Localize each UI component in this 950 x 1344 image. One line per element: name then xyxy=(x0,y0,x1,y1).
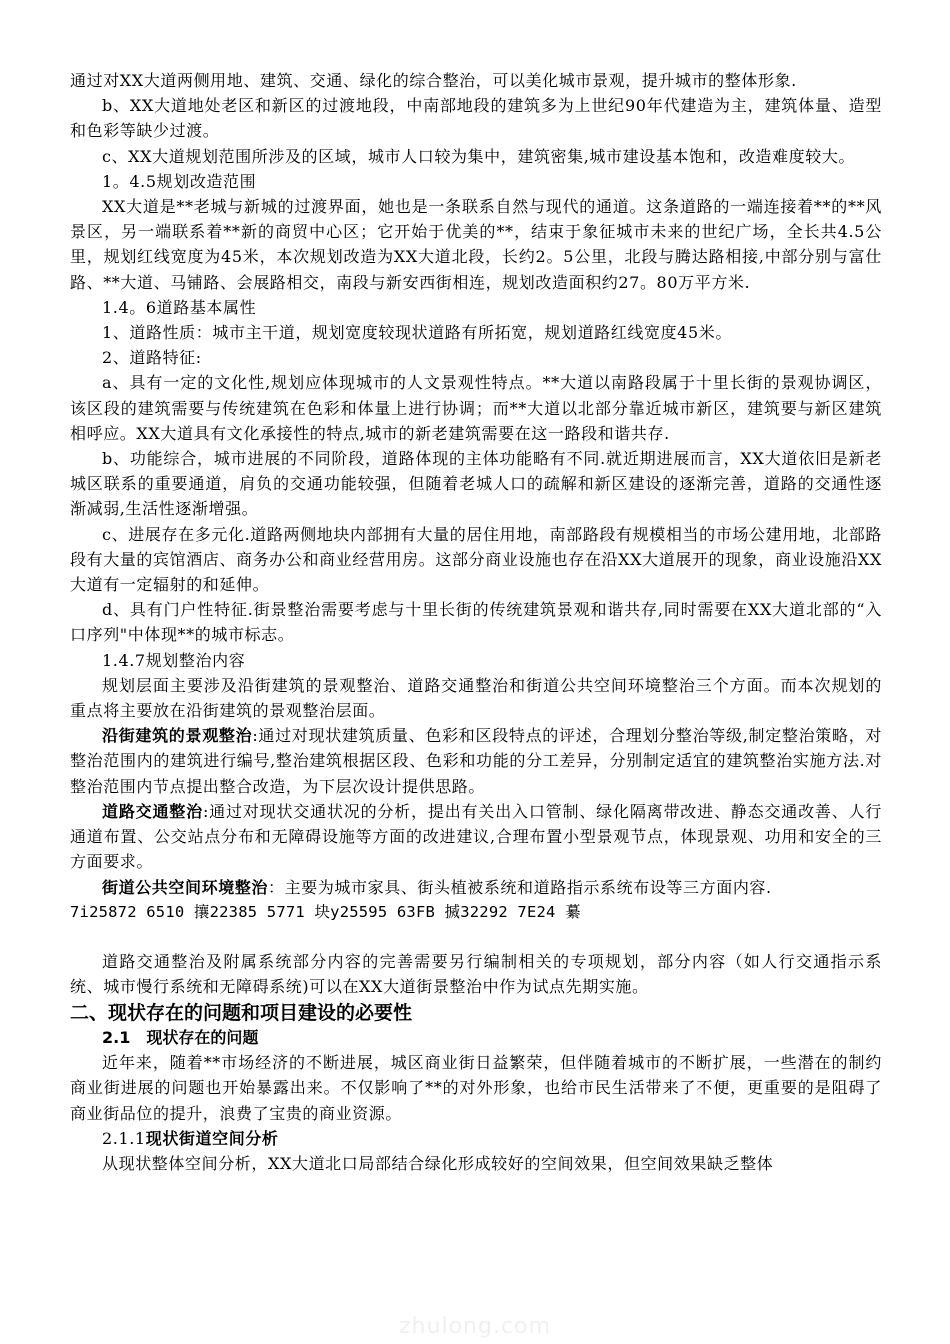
paragraph: 通过对XX大道两侧用地、建筑、交通、绿化的综合整治，可以美化城市景观，提升城市的整体形象. xyxy=(70,71,797,90)
heading-number: 2.1.1 xyxy=(102,1128,146,1148)
paragraph: a、具有一定的文化性,规划应体现城市的人文景观性特点。**大道以南路段属于十里长街的景观协调区，该区段的建筑需要与传统建筑在色彩和体量上进行协调；而**大道以北部分靠近城市新区，建筑要与新区建筑相呼应。XX大道具有文化承接性的特点,城市的新老建筑需要在这一路段和谐共存. xyxy=(70,373,882,443)
paragraph: 从现状整体空间分析，XX大道北口局部结合绿化形成较好的空间效果，但空间效果缺乏整体 xyxy=(102,1153,774,1173)
paragraph-text: :通过对现状建筑质量、色彩和区段特点的评述，合理划分整治等级,制定整治策略，对整治范围内的建筑进行编号,整治建筑根据区段、色彩和功能的分工差异，分别制定适宜的建筑整治实施方法.对整治范围内节点提出整合改造，为下层次设计提供思路。 xyxy=(70,726,882,796)
subheading-2-1 xyxy=(70,1026,882,1050)
bold-term: 道路交通整治 xyxy=(102,801,203,821)
document-body xyxy=(70,68,882,1176)
subheading-1-4-7: 1.4.7规划整治内容 xyxy=(102,650,246,670)
paragraph: 1、道路性质：城市主干道，规划宽度较现状道路有所拓宽，规划道路红线宽度45米。 xyxy=(102,323,732,343)
paragraph xyxy=(70,875,882,900)
bold-term: 沿街建筑的景观整治 xyxy=(102,726,253,746)
paragraph-text: ：主要为城市家具、街头植被系统和道路指示系统布设等三方面内容. xyxy=(268,877,772,897)
heading-number: 2.1 xyxy=(102,1028,131,1048)
paragraph: b、XX大道地处老区和新区的过渡地段，中南部地段的建筑多为上世纪90年代建造为主，建筑体量、造型和色彩等缺少过渡。 xyxy=(70,96,882,141)
bold-term: 街道公共空间环境整治 xyxy=(102,877,269,897)
paragraph: d、具有门户性特征.街景整治需要考虑与十里长街的传统建筑景观和谐共存,同时需要在XX大道北部的“入口序列"中体现**的城市标志。 xyxy=(70,600,882,645)
subheading-1-4-6: 1.4。6道路基本属性 xyxy=(102,297,257,317)
heading-text: 现状街道空间分析 xyxy=(145,1128,279,1148)
subheading-2-1-1 xyxy=(70,1126,882,1151)
section-heading-2: 二、现状存在的问题和项目建设的必要性 xyxy=(70,1002,413,1025)
heading-text: 现状存在的问题 xyxy=(146,1028,259,1048)
watermark: zhulong.com xyxy=(399,1314,551,1339)
paragraph xyxy=(70,723,882,799)
paragraph: 规划层面主要涉及沿街建筑的景观整治、道路交通整治和街道公共空间环境整治三个方面。而本次规划的重点将主要放在沿街建筑的景观整治层面。 xyxy=(70,675,882,721)
paragraph-text: :通过对现状交通状况的分析，提出有关出入口管制、绿化隔离带改进、静态交通改善、人行通道布置、公交站点分布和无障碍设施等方面的改进建议,合理布置小型景观节点，体现景观、功用和安全的三方面要求。 xyxy=(70,801,882,872)
paragraph: 道路交通整治及附属系统部分内容的完善需要另行编制相关的专项规划，部分内容（如人行交通指示系统、城市慢行系统和无障碍系统)可以在XX大道街景整治中作为试点先期实施。 xyxy=(70,951,882,996)
paragraph xyxy=(70,799,882,875)
paragraph: c、进展存在多元化.道路两侧地块内部拥有大量的居住用地，南部路段有规模相当的市场公建用地，北部路段有大量的宾馆酒店、商务办公和商业经营用房。这部分商业设施也存在沿XX大道展开的现象，商业设施沿XX大道有一定辐射的和延伸。 xyxy=(70,524,882,595)
garbled-code-line: 7i25872 6510 攘22385 5771 块y25595 63FB 搣32292 7E24 繤 xyxy=(70,902,581,921)
paragraph: XX大道是**老城与新城的过渡界面，她也是一条联系自然与现代的通道。这条道路的一端连接着**的**风景区，另一端联系着**新的商贸中心区；它开始于优美的**，结束于象征城市未来的世纪广场，全长共4.5公里，规划红线宽度为45米，本次规划改造为XX大道北段，长约2。5公里，北段与腾达路相接,中部分别与富仕路、**大道、马铺路、会展路相交，南段与新安西街相连，规划改造面积约27。80万平方米. xyxy=(70,197,882,292)
paragraph: 近年来，随着**市场经济的不断进展，城区商业街日益繁荣，但伴随着城市的不断扩展，一些潜在的制约商业街进展的问题也开始暴露出来。不仅影响了**的对外形象，也给市民生活带来了不便，更重要的是阻碍了商业街品位的提升，浪费了宝贵的商业资源。 xyxy=(70,1053,882,1123)
blank-line xyxy=(70,925,882,949)
subheading-1-4-5: 1。4.5规划改造范围 xyxy=(102,171,257,191)
paragraph: b、功能综合，城市进展的不同阶段，道路体现的主体功能略有不同.就近期进展而言，XX大道依旧是新老城区联系的重要通道，肩负的交通功能较强，但随着老城人口的疏解和新区建设的逐渐完善，道路的交通性逐渐减弱,生活性逐渐增强。 xyxy=(70,449,882,519)
paragraph: c、XX大道规划范围所涉及的区域，城市人口较为集中，建筑密集,城市建设基本饱和，改造难度较大。 xyxy=(102,146,856,166)
paragraph: 2、道路特征: xyxy=(102,348,202,368)
